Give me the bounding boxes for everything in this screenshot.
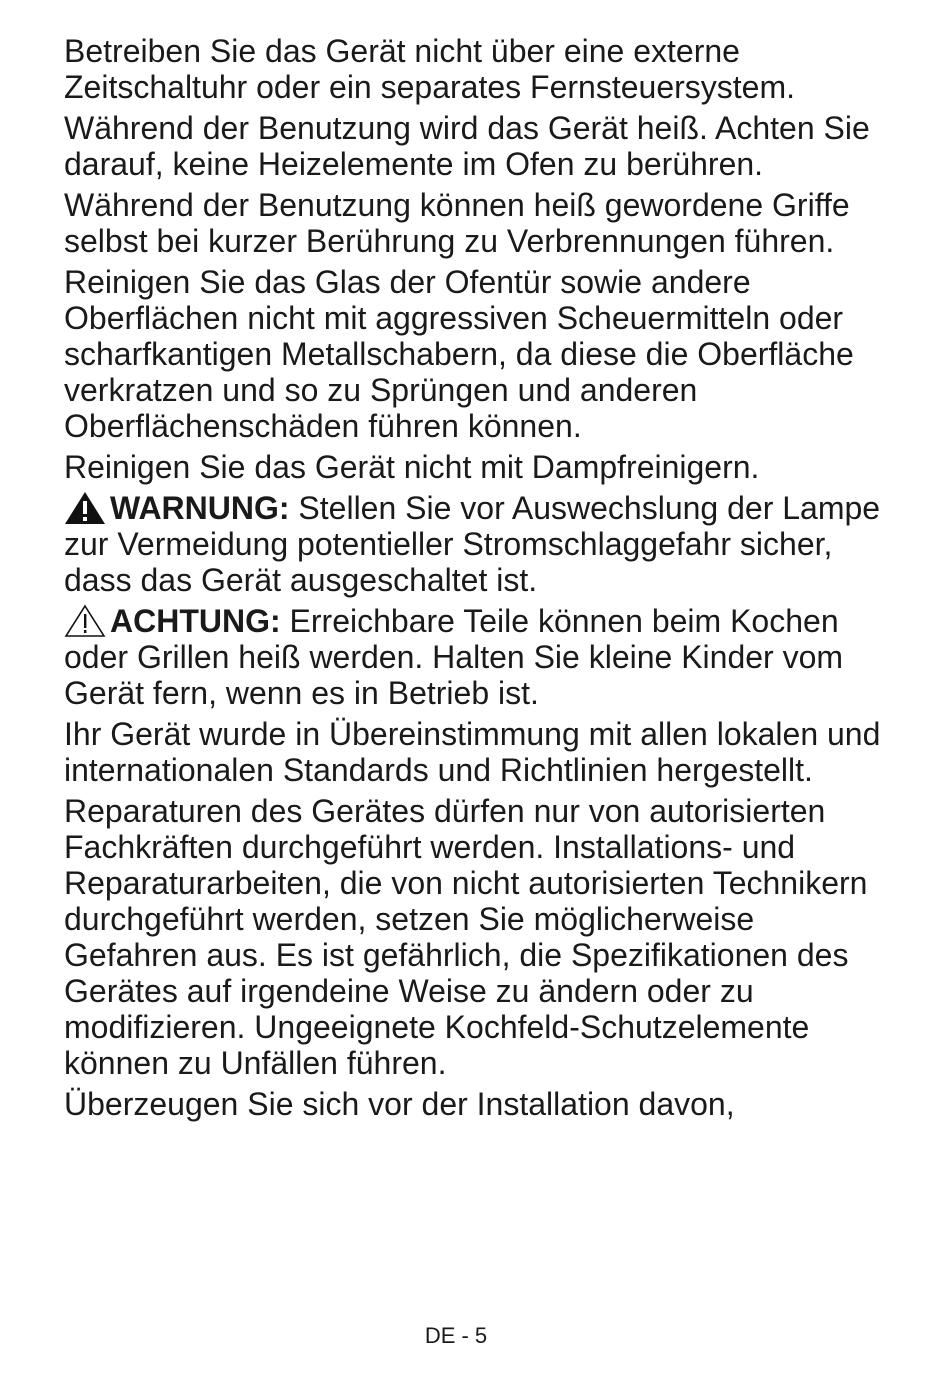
paragraph-timer: Betreiben Sie das Gerät nicht über eine externe Zeitschaltuhr oder ein separates Fernsteuersystem. bbox=[64, 33, 795, 105]
paragraph-repairs: Reparaturen des Gerätes dürfen nur von autorisierten Fachkräften durchgeführt werden. Installations- und Reparaturarbeiten, die von nicht autorisierten Technikern durchgeführt werden, setzen Sie möglicherweise Gefahren aus. Es ist gefährlich, die Spezifikationen des Gerätes auf irgendeine Weise zu ändern oder zu modifizieren. Ungeeignete Kochfeld-Schutzelemente können zu Unfällen führen. bbox=[64, 793, 868, 1081]
warning-paragraph bbox=[64, 490, 884, 598]
warning-label: WARNUNG: bbox=[110, 490, 290, 526]
paragraph-standards: Ihr Gerät wurde in Übereinstimmung mit allen lokalen und internationalen Standards und Richtlinien hergestellt. bbox=[64, 716, 881, 788]
caution-label: ACHTUNG: bbox=[110, 603, 281, 639]
paragraph-installation: Überzeugen Sie sich vor der Installation davon, bbox=[64, 1086, 735, 1122]
warning-text: Stellen Sie vor Auswechslung der Lampe zur Vermeidung potentieller Stromschlaggefahr sicher, dass das Gerät ausgeschaltet ist. bbox=[64, 490, 881, 598]
warning-filled-icon bbox=[64, 490, 106, 526]
paragraph-hot-handles: Während der Benutzung können heiß gewordene Griffe selbst bei kurzer Berührung zu Verbrennungen führen. bbox=[64, 187, 850, 259]
document-body bbox=[64, 33, 884, 1127]
page-number: DE - 5 bbox=[424, 1323, 488, 1348]
caution-paragraph bbox=[64, 603, 884, 711]
caution-outline-icon bbox=[64, 603, 106, 639]
paragraph-steam-cleaner: Reinigen Sie das Gerät nicht mit Dampfreinigern. bbox=[64, 449, 760, 485]
paragraph-cleaning-glass: Reinigen Sie das Glas der Ofentür sowie andere Oberflächen nicht mit aggressiven Scheuermitteln oder scharfkantigen Metallschabern, da diese die Oberfläche verkratzen und so zu Sprüngen und anderen Oberflächenschäden führen können. bbox=[64, 264, 854, 444]
caution-text: Erreichbare Teile können beim Kochen oder Grillen heiß werden. Halten Sie kleine Kinder vom Gerät fern, wenn es in Betrieb ist. bbox=[64, 603, 844, 711]
paragraph-hot-device: Während der Benutzung wird das Gerät heiß. Achten Sie darauf, keine Heizelemente im Ofen zu berühren. bbox=[64, 110, 870, 182]
